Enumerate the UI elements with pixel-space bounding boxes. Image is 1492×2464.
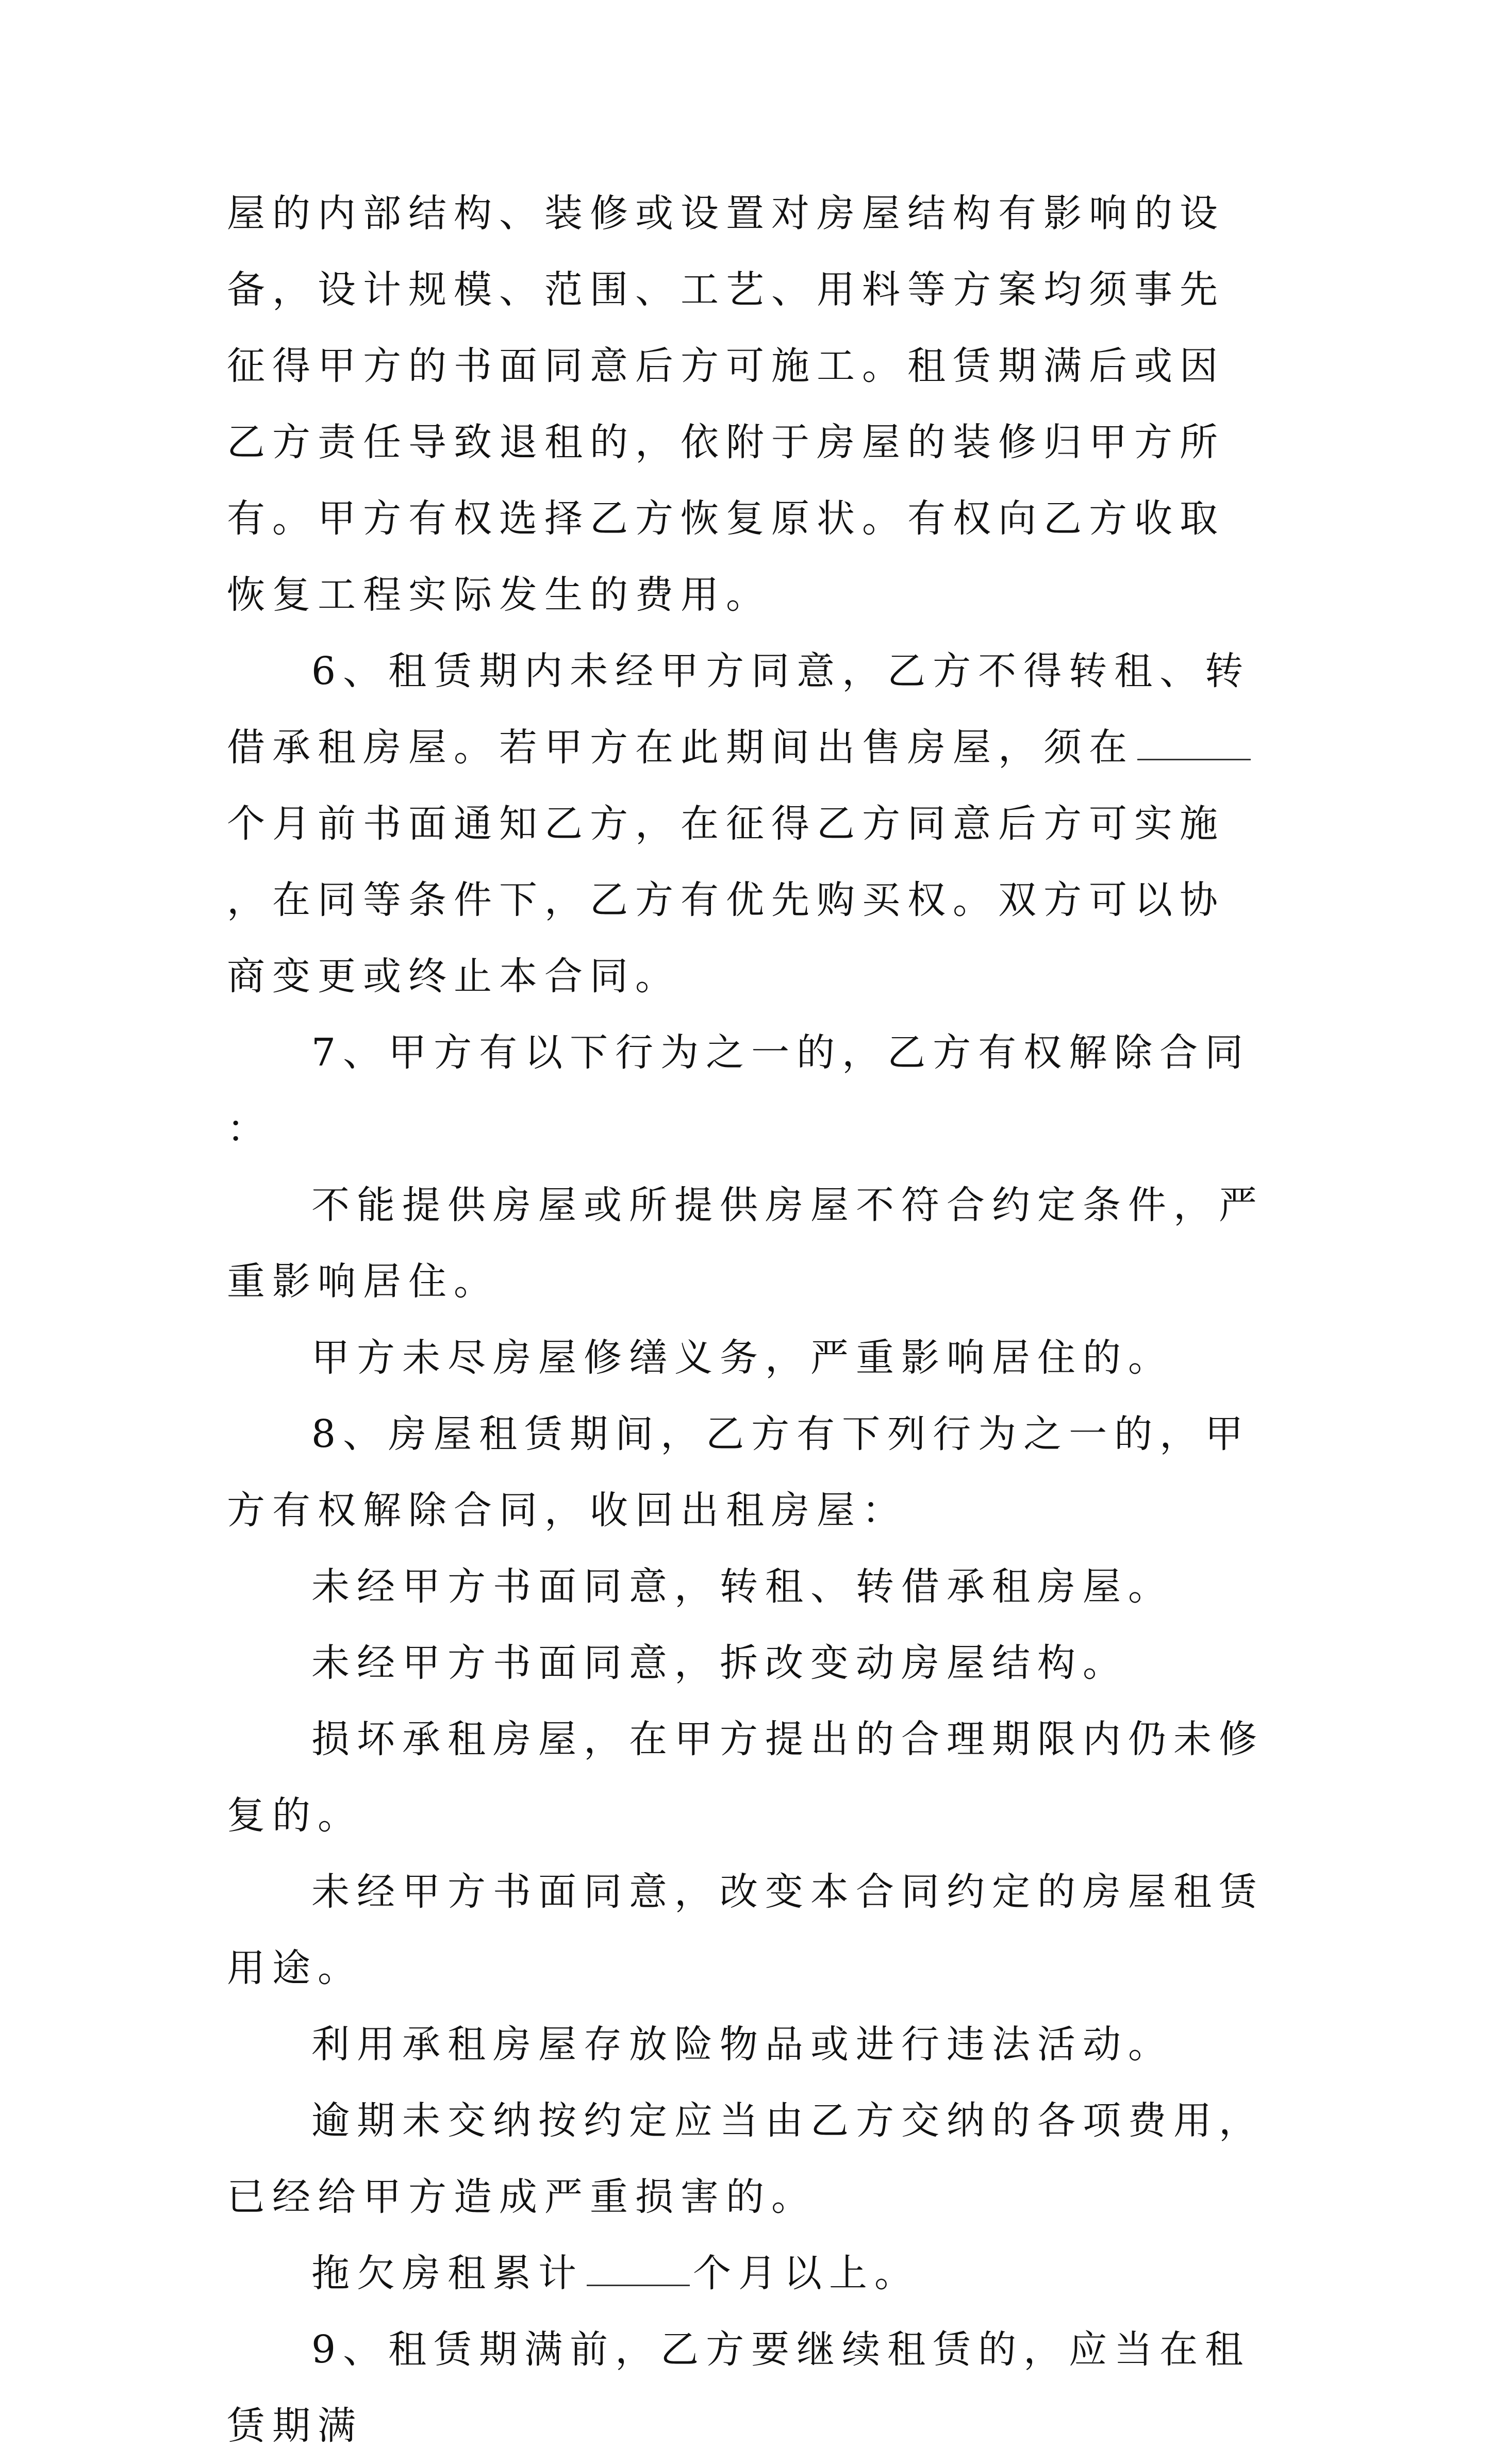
clause-8-item-6: 逾期未交纳按约定应当由乙方交纳的各项费用，已经给甲方造成严重损害的。	[227, 2099, 1264, 2219]
clause-8-item-7	[227, 2235, 1268, 2311]
clause-7-item-2: 甲方未尽房屋修缮义务，严重影响居住的。	[311, 1336, 1173, 1380]
clause-8-item-1: 未经甲方书面同意，转租、转借承租房屋。	[311, 1564, 1173, 1609]
clause-9: 9、租赁期满前，乙方要继续租赁的，应当在租赁期满	[227, 2327, 1251, 2448]
blank-months-notice	[1137, 723, 1251, 760]
paragraph-continuation: 屋的内部结构、装修或设置对房屋结构有影响的设备，设计规模、范围、工艺、用料等方案均须事先征得甲方的书面同意后方可施工。租赁期满后或因乙方责任导致退租的，依附于房屋的装修归甲方所有。甲方有权选择乙方恢复原状。有权向乙方收取恢复工程实际发生的费用。	[227, 191, 1225, 617]
clause-8-item-2: 未经甲方书面同意，拆改变动房屋结构。	[311, 1641, 1128, 1685]
clause-6-text-after: 个月前书面通知乙方，在征得乙方同意后方可实施，在同等条件下，乙方有优先购买权。双方可以协商变更或终止本合同。	[227, 802, 1225, 998]
clause-7: 7、甲方有以下行为之一的，乙方有权解除合同：	[227, 1030, 1251, 1151]
clause-8-item-5: 利用承租房屋存放险物品或进行违法活动。	[311, 2022, 1173, 2067]
clause-6-text-before: 6、租赁期内未经甲方同意，乙方不得转租、转借承租房屋。若甲方在此期间出售房屋，须在	[227, 649, 1251, 770]
clause-8-item-4: 未经甲方书面同意，改变本合同约定的房屋租赁用途。	[227, 1870, 1264, 1990]
clause-8-item-7-text-after: 个月以上。	[693, 2251, 920, 2295]
clause-8-item-3: 损坏承租房屋，在甲方提出的合理期限内仍未修复的。	[227, 1717, 1264, 1838]
clause-7-item-1: 不能提供房屋或所提供房屋不符合约定条件，严重影响居住。	[227, 1183, 1264, 1304]
clause-8-item-7-text-before: 拖欠房租累计	[311, 2251, 584, 2295]
clause-8: 8、房屋租赁期间，乙方有下列行为之一的，甲方有权解除合同，收回出租房屋：	[227, 1412, 1251, 1533]
clause-6	[227, 633, 1268, 1014]
blank-months-arrears	[587, 2249, 690, 2286]
document-body	[227, 175, 1268, 2464]
